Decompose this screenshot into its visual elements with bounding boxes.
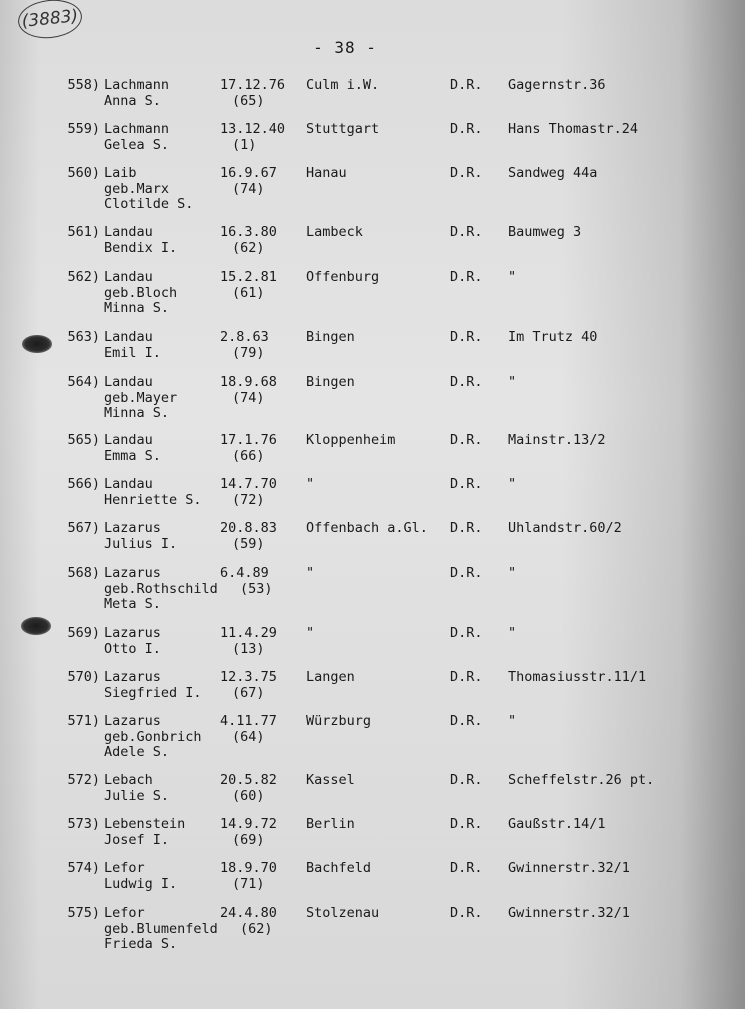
registration: D.R. [450,224,483,240]
registration: D.R. [450,625,483,641]
age: (72) [232,491,265,508]
birth-date: 6.4.89 [220,565,269,581]
registration: D.R. [450,121,483,137]
given-name: geb.Bloch [104,284,178,301]
birth-date: 11.4.29 [220,625,277,641]
entry-number: 567) [67,520,100,536]
address: " [508,713,517,729]
birth-place: Langen [306,669,355,685]
birth-place: Berlin [306,816,355,832]
page-number: - 38 - [313,38,377,57]
birth-place: Würzburg [306,713,372,729]
birth-date: 15.2.81 [220,269,277,285]
surname: Landau [104,476,153,492]
birth-place: Bingen [306,329,355,345]
given-name: geb.Blumenfeld [104,920,218,937]
registration: D.R. [450,374,483,390]
registration: D.R. [450,476,483,492]
birth-date: 18.9.70 [220,860,277,876]
surname: Lebenstein [104,816,186,832]
entry-number: 573) [67,816,100,832]
entry-number: 572) [67,772,100,788]
surname: Landau [104,269,153,285]
birth-date: 18.9.68 [220,374,277,390]
registration: D.R. [450,713,483,729]
age: (60) [232,787,265,804]
given-name: Frieda S. [104,936,178,952]
birth-date: 2.8.63 [220,329,269,345]
birth-date: 24.4.80 [220,905,277,921]
surname: Landau [104,374,153,390]
registration: D.R. [450,520,483,536]
birth-place: Culm i.W. [306,77,380,93]
birth-date: 4.11.77 [220,713,277,729]
punch-hole [21,617,51,635]
address: Mainstr.13/2 [508,432,606,448]
entry-number: 571) [67,713,100,729]
address: Gagernstr.36 [508,77,606,93]
entry-number: 565) [67,432,100,448]
birth-date: 16.3.80 [220,224,277,240]
surname: Lazarus [104,669,161,685]
age: (53) [240,580,273,597]
registration: D.R. [450,816,483,832]
given-name: Bendix I. [104,239,178,256]
age: (74) [232,180,265,197]
age: (13) [232,640,265,657]
birth-place: Stolzenau [306,905,380,921]
given-name: geb.Rothschild [104,580,218,597]
address: Gwinnerstr.32/1 [508,860,630,876]
registration: D.R. [450,165,483,181]
given-name: Henriette S. [104,491,202,508]
registration: D.R. [450,772,483,788]
birth-date: 14.9.72 [220,816,277,832]
given-name: Emil I. [104,344,161,361]
given-name: Minna S. [104,405,170,421]
birth-place: Bingen [306,374,355,390]
registration: D.R. [450,77,483,93]
surname: Lazarus [104,625,161,641]
age: (66) [232,447,265,464]
address: " [508,476,517,492]
surname: Landau [104,224,153,240]
given-name: Meta S. [104,596,161,612]
given-name: Minna S. [104,300,170,316]
address: Gwinnerstr.32/1 [508,905,630,921]
age: (1) [232,136,257,153]
age: (64) [232,728,265,745]
registration: D.R. [450,860,483,876]
birth-date: 12.3.75 [220,669,277,685]
address: " [508,269,517,285]
birth-date: 14.7.70 [220,476,277,492]
entry-number: 575) [67,905,100,921]
address: " [508,374,517,390]
birth-date: 17.1.76 [220,432,277,448]
age: (59) [232,535,265,552]
surname: Lachmann [104,77,170,93]
entry-number: 558) [67,77,100,93]
surname: Lazarus [104,565,161,581]
age: (69) [232,831,265,848]
given-name: Emma S. [104,447,161,464]
entry-number: 569) [67,625,100,641]
age: (74) [232,389,265,406]
given-name: Gelea S. [104,136,170,153]
birth-place: Offenburg [306,269,380,285]
entry-number: 562) [67,269,100,285]
given-name: Adele S. [104,744,170,760]
surname: Lazarus [104,713,161,729]
age: (62) [240,920,273,937]
birth-date: 17.12.76 [220,77,286,93]
birth-place: Kloppenheim [306,432,396,448]
given-name: Ludwig I. [104,875,178,892]
surname: Lefor [104,905,145,921]
age: (65) [232,92,265,109]
archive-number-stamp: (3883) [16,0,84,41]
age: (67) [232,684,265,701]
entry-number: 568) [67,565,100,581]
birth-place: Hanau [306,165,347,181]
birth-place: Kassel [306,772,355,788]
registration: D.R. [450,905,483,921]
birth-place: " [306,565,315,581]
registration: D.R. [450,565,483,581]
birth-place: " [306,625,315,641]
given-name: Julie S. [104,787,170,804]
surname: Lefor [104,860,145,876]
birth-date: 20.8.83 [220,520,277,536]
age: (61) [232,284,265,301]
given-name: Otto I. [104,640,161,657]
birth-place: " [306,476,315,492]
entry-number: 561) [67,224,100,240]
address: Baumweg 3 [508,224,582,240]
birth-place: Bachfeld [306,860,372,876]
entry-number: 566) [67,476,100,492]
birth-date: 16.9.67 [220,165,277,181]
address: Hans Thomastr.24 [508,121,639,137]
birth-place: Lambeck [306,224,363,240]
entry-number: 564) [67,374,100,390]
age: (71) [232,875,265,892]
address: " [508,565,517,581]
entry-number: 570) [67,669,100,685]
birth-place: Offenbach a.Gl. [306,520,428,536]
surname: Landau [104,329,153,345]
birth-date: 20.5.82 [220,772,277,788]
address: Thomasiusstr.11/1 [508,669,647,685]
surname: Lachmann [104,121,170,137]
address: " [508,625,517,641]
address: Sandweg 44a [508,165,598,181]
entry-number: 560) [67,165,100,181]
registration: D.R. [450,329,483,345]
punch-hole [22,335,52,353]
given-name: geb.Mayer [104,389,178,406]
given-name: Anna S. [104,92,161,109]
age: (62) [232,239,265,256]
entry-number: 559) [67,121,100,137]
surname: Lazarus [104,520,161,536]
surname: Lebach [104,772,153,788]
given-name: geb.Marx [104,180,170,197]
registration: D.R. [450,669,483,685]
given-name: Clotilde S. [104,196,194,212]
birth-place: Stuttgart [306,121,380,137]
registration: D.R. [450,432,483,448]
age: (79) [232,344,265,361]
birth-date: 13.12.40 [220,121,286,137]
registration: D.R. [450,269,483,285]
address: Uhlandstr.60/2 [508,520,622,536]
entry-number: 563) [67,329,100,345]
surname: Laib [104,165,137,181]
address: Im Trutz 40 [508,329,598,345]
entry-number: 574) [67,860,100,876]
given-name: geb.Gonbrich [104,728,202,745]
surname: Landau [104,432,153,448]
given-name: Josef I. [104,831,170,848]
given-name: Siegfried I. [104,684,202,701]
address: Gaußstr.14/1 [508,816,606,832]
address: Scheffelstr.26 pt. [508,772,655,788]
given-name: Julius I. [104,535,178,552]
